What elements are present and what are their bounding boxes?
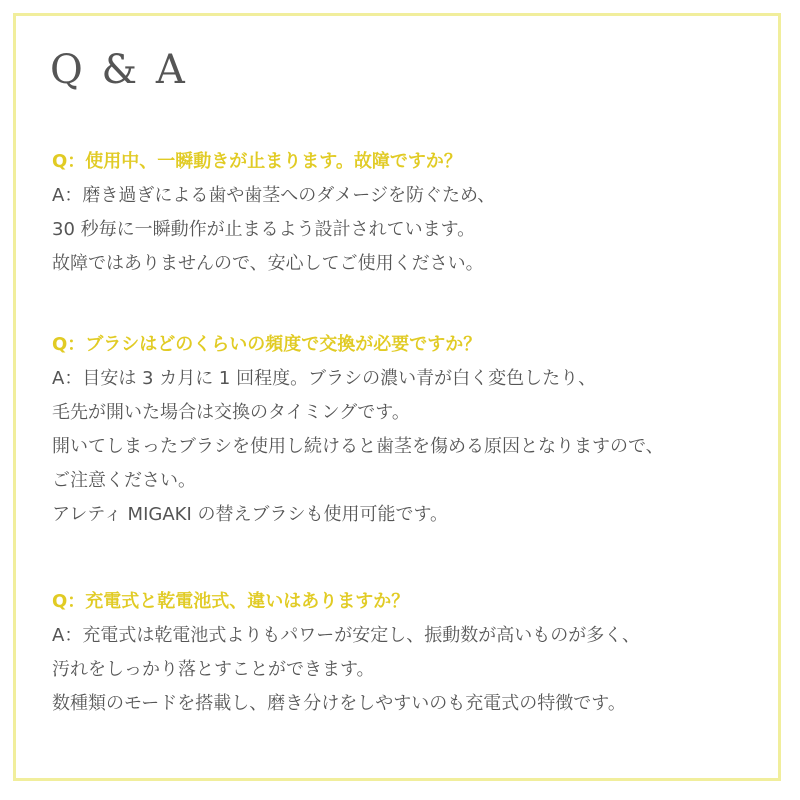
answer-line: 30 秒毎に一瞬動作が止まるよう設計されています。 [52,219,476,240]
question-text: Q：使用中、一瞬動きが止まります。故障ですか？ [52,151,462,172]
qa-item [52,585,767,721]
question-text: Q：充電式と乾電池式、違いはありますか？ [52,591,410,612]
question-text: Q：ブラシはどのくらいの頻度で交換が必要ですか？ [52,334,482,355]
answer-line: A：磨き過ぎによる歯や歯茎へのダメージを防ぐため、 [52,185,496,206]
answer-line: 数種類のモードを搭載し、磨き分けをしやすいのも充電式の特徴です。 [52,693,626,714]
qa-item [52,145,767,281]
answer-line: A：目安は 3 カ月に 1 回程度。ブラシの濃い青が白く変色したり、 [52,368,597,389]
qa-item [52,328,767,532]
answer-line: A：充電式は乾電池式よりもパワーが安定し、振動数が高いものが多く、 [52,625,640,646]
answer-line: ご注意ください。 [52,470,196,491]
page-title: Q & A [50,47,188,93]
answer-line: アレティ MIGAKI の替えブラシも使用可能です。 [52,504,449,525]
answer-line: 故障ではありませんので、安心してご使用ください。 [52,253,484,274]
answer-line: 毛先が開いた場合は交換のタイミングです。 [52,402,410,423]
answer-line: 開いてしまったブラシを使用し続けると歯茎を傷める原因となりますので、 [52,436,664,457]
answer-line: 汚れをしっかり落とすことができます。 [52,659,375,680]
